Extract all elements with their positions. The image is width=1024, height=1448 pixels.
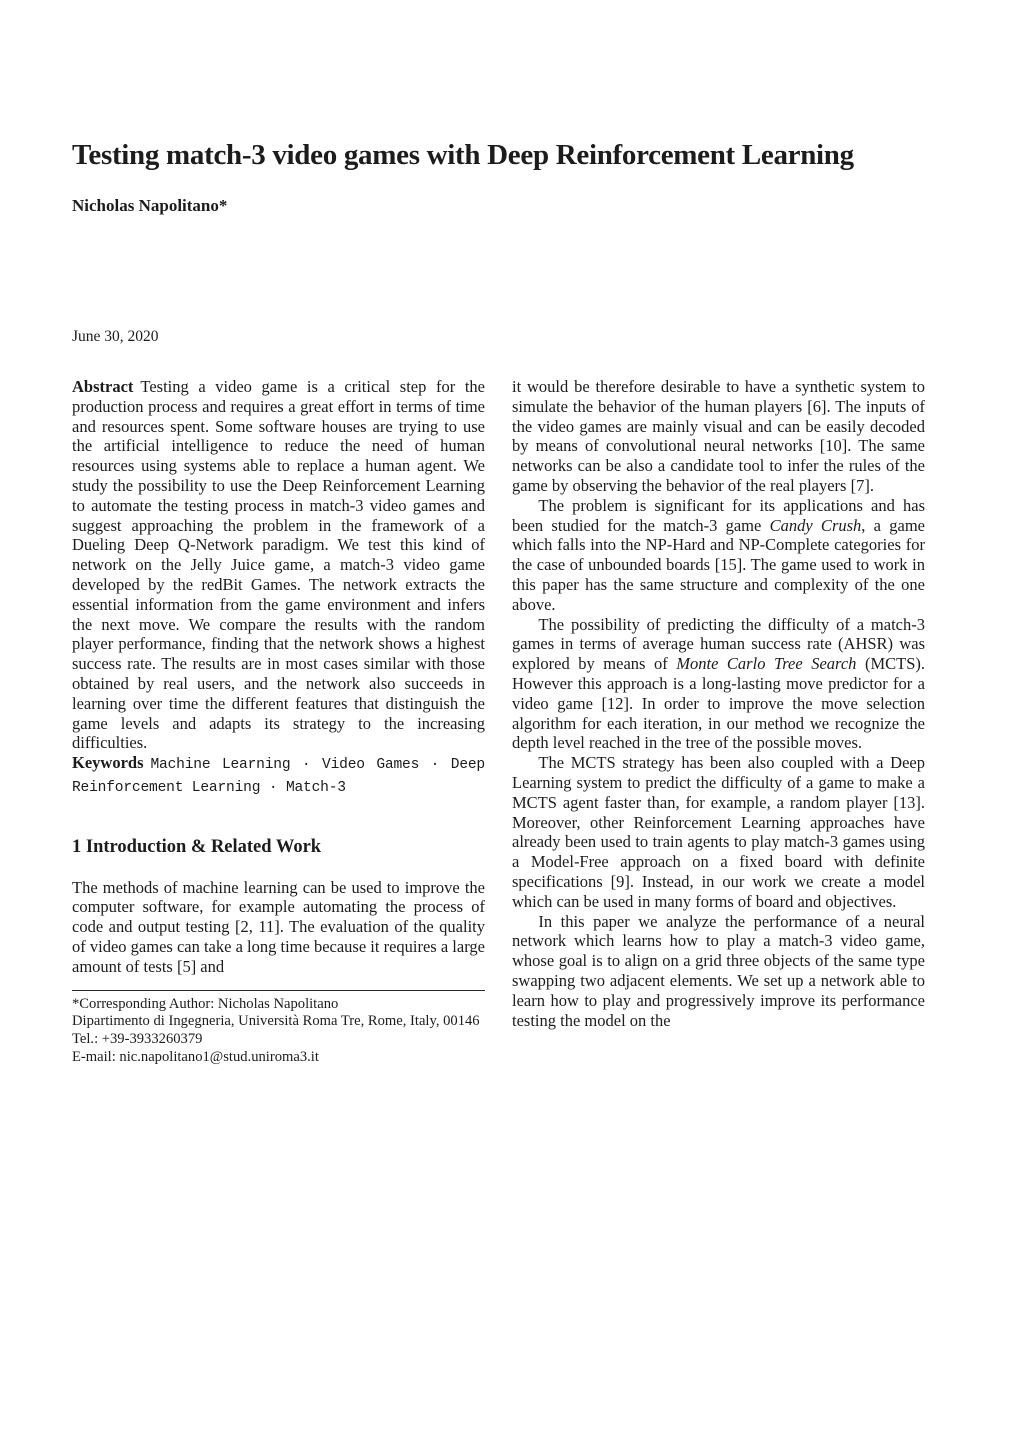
keywords-paragraph: Keywords Machine Learning · Video Games · Deep Reinforcement Learning · Match-3	[72, 753, 485, 796]
body-paragraph: it would be therefore desirable to have a synthetic system to simulate the behavior of the human players [6]. The inputs of the video games are mainly visual and can be easily decoded by means of convolutional neural networks [10]. The same networks can be also a candidate tool to infer the rules of the game by observing the behavior of the real players [7].	[512, 377, 925, 495]
footnote-affiliation: Dipartimento di Ingegneria, Università Roma Tre, Rome, Italy, 00146	[72, 1013, 480, 1030]
right-column	[512, 377, 925, 1067]
footnote-corresponding-author: *Corresponding Author: Nicholas Napolitano	[72, 995, 339, 1012]
abstract-paragraph: Abstract Testing a video game is a critical step for the production process and requires a great effort in terms of time and resources spent. Some software houses are trying to use the artificial intelligence to reduce the need of human resources using systems able to replace a human agent. We study the possibility to use the Deep Reinforcement Learning to automate the testing process in match-3 video games and suggest approaching the problem in the framework of a Dueling Deep Q-Network paradigm. We test this kind of network on the Jelly Juice game, a match-3 video game developed by the redBit Games. The network extracts the essential information from the game environment and infers the next move. We compare the results with the random player performance, finding that the network shows a highest success rate. The results are in most cases similar with those obtained by real users, and the network also succeeds in learning over time the different features that distinguish the game levels and adapts its strategy to the increasing difficulties.	[72, 377, 485, 753]
footnote-block	[72, 990, 485, 1067]
paper-content	[72, 138, 925, 1067]
section-heading-introduction: 1 Introduction & Related Work	[72, 836, 322, 857]
body-paragraph: In this paper we analyze the performance of a neural network which learns how to play a match-3 video game, whose goal is to align on a grid three objects of the same type swapping two adjacent elements. We set up a network able to learn how to play and progressively improve its performance testing the model on the	[512, 911, 925, 1030]
author: Nicholas Napolitano*	[72, 196, 228, 215]
footnote-telephone: Tel.: +39-3933260379	[72, 1031, 203, 1048]
two-column-body	[72, 377, 925, 1067]
footnote-email: E-mail: nic.napolitano1@stud.uniroma3.it	[72, 1048, 319, 1065]
introduction-paragraph: The methods of machine learning can be used to improve the computer software, for example automating the process of code and output testing [2, 11]. The evaluation of the quality of video games can take a long time because it requires a large amount of tests [5] and	[72, 877, 485, 976]
left-column	[72, 377, 485, 1067]
publication-date: June 30, 2020	[72, 328, 159, 345]
body-paragraph: The MCTS strategy has been also coupled with a Deep Learning system to predict the difficulty of a game to make a MCTS agent faster than, for example, a random player [13]. Moreover, other Reinforcement Learning approaches have already been used to train agents to play match-3 games using a Model-Free approach on a fixed board with definite specifications [9]. Instead, in our work we create a model which can be used in many forms of board and objectives.	[512, 753, 925, 911]
paper-title: Testing match-3 video games with Deep Reinforcement Learning	[72, 139, 854, 171]
body-paragraph: The problem is significant for its applications and has been studied for the match-3 game Candy Crush, a game which falls into the NP-Hard and NP-Complete categories for the case of unbounded boards [15]. The game used to work in this paper has the same structure and complexity of the one above.	[512, 495, 926, 614]
body-paragraph: The possibility of predicting the difficulty of a match-3 games in terms of average human success rate (AHSR) was explored by means of Monte Carlo Tree Search (MCTS). However this approach is a long-lasting move predictor for a video game [12]. In order to improve the move selection algorithm for each iteration, in our method we recognize the depth level reached in the tree of the possible moves.	[512, 614, 926, 753]
